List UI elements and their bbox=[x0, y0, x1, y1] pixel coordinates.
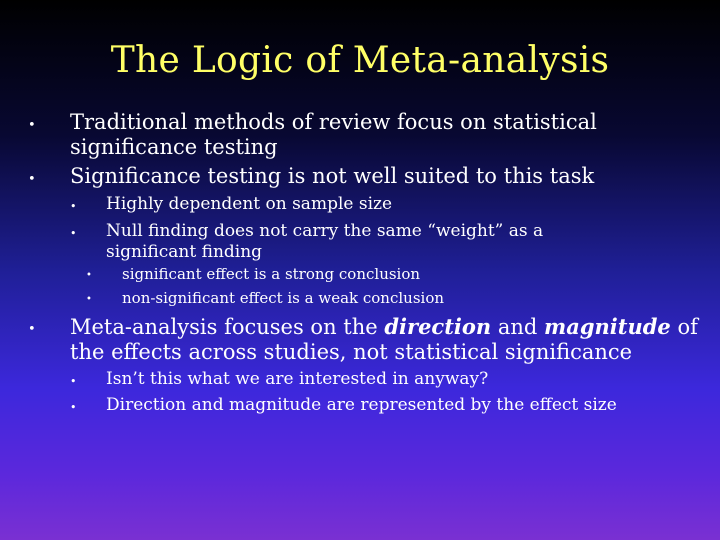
bullet-dot-icon: • bbox=[28, 322, 36, 337]
bullet-text: Highly dependent on sample size bbox=[106, 194, 393, 214]
bullet-text: Isn’t this what we are interested in anyway? bbox=[106, 369, 489, 389]
bullet-item-significance-testing bbox=[0, 164, 720, 189]
bullet-text: Significance testing is not well suited to this task bbox=[70, 164, 595, 188]
bullet-dot-icon: • bbox=[86, 294, 92, 305]
emphasis-direction: direction bbox=[384, 314, 492, 339]
bullet-text-part: Meta-analysis focuses on the bbox=[70, 315, 385, 339]
bullet-dot-icon: • bbox=[70, 375, 77, 388]
bullet-text: Direction and magnitude are represented by the effect size bbox=[106, 395, 617, 415]
sub-bullet-null-finding bbox=[0, 221, 720, 263]
sub-bullet-sample-size bbox=[0, 194, 720, 215]
sub-bullet-interested-anyway bbox=[0, 369, 720, 390]
bullet-item-traditional-methods bbox=[0, 110, 720, 160]
bullet-dot-icon: • bbox=[28, 118, 36, 133]
sub-bullet-effect-size bbox=[0, 395, 720, 416]
bullet-text-part: and bbox=[491, 315, 545, 339]
slide-title: The Logic of Meta-analysis bbox=[110, 40, 610, 81]
emphasis-magnitude: magnitude bbox=[544, 314, 671, 339]
bullet-dot-icon: • bbox=[28, 172, 36, 187]
bullet-dot-icon: • bbox=[86, 270, 92, 281]
bullet-text: Null finding does not carry the same “weight” as a significant finding bbox=[106, 221, 544, 262]
sub-sub-bullet-weak-conclusion bbox=[0, 289, 720, 308]
bullet-item-meta-analysis-focus bbox=[0, 314, 720, 364]
bullet-text: Traditional methods of review focus on statistical significance testing bbox=[70, 110, 597, 159]
bullet-text-part: of the effects across studies, not statistical significance bbox=[70, 315, 698, 364]
bullet-dot-icon: • bbox=[70, 401, 77, 414]
bullet-dot-icon: • bbox=[70, 200, 77, 213]
bullet-text bbox=[70, 314, 700, 365]
bullet-dot-icon: • bbox=[70, 227, 77, 240]
sub-sub-bullet-strong-conclusion bbox=[0, 265, 720, 284]
bullet-text: significant effect is a strong conclusion bbox=[122, 265, 421, 283]
bullet-text: non-significant effect is a weak conclusion bbox=[122, 289, 445, 307]
